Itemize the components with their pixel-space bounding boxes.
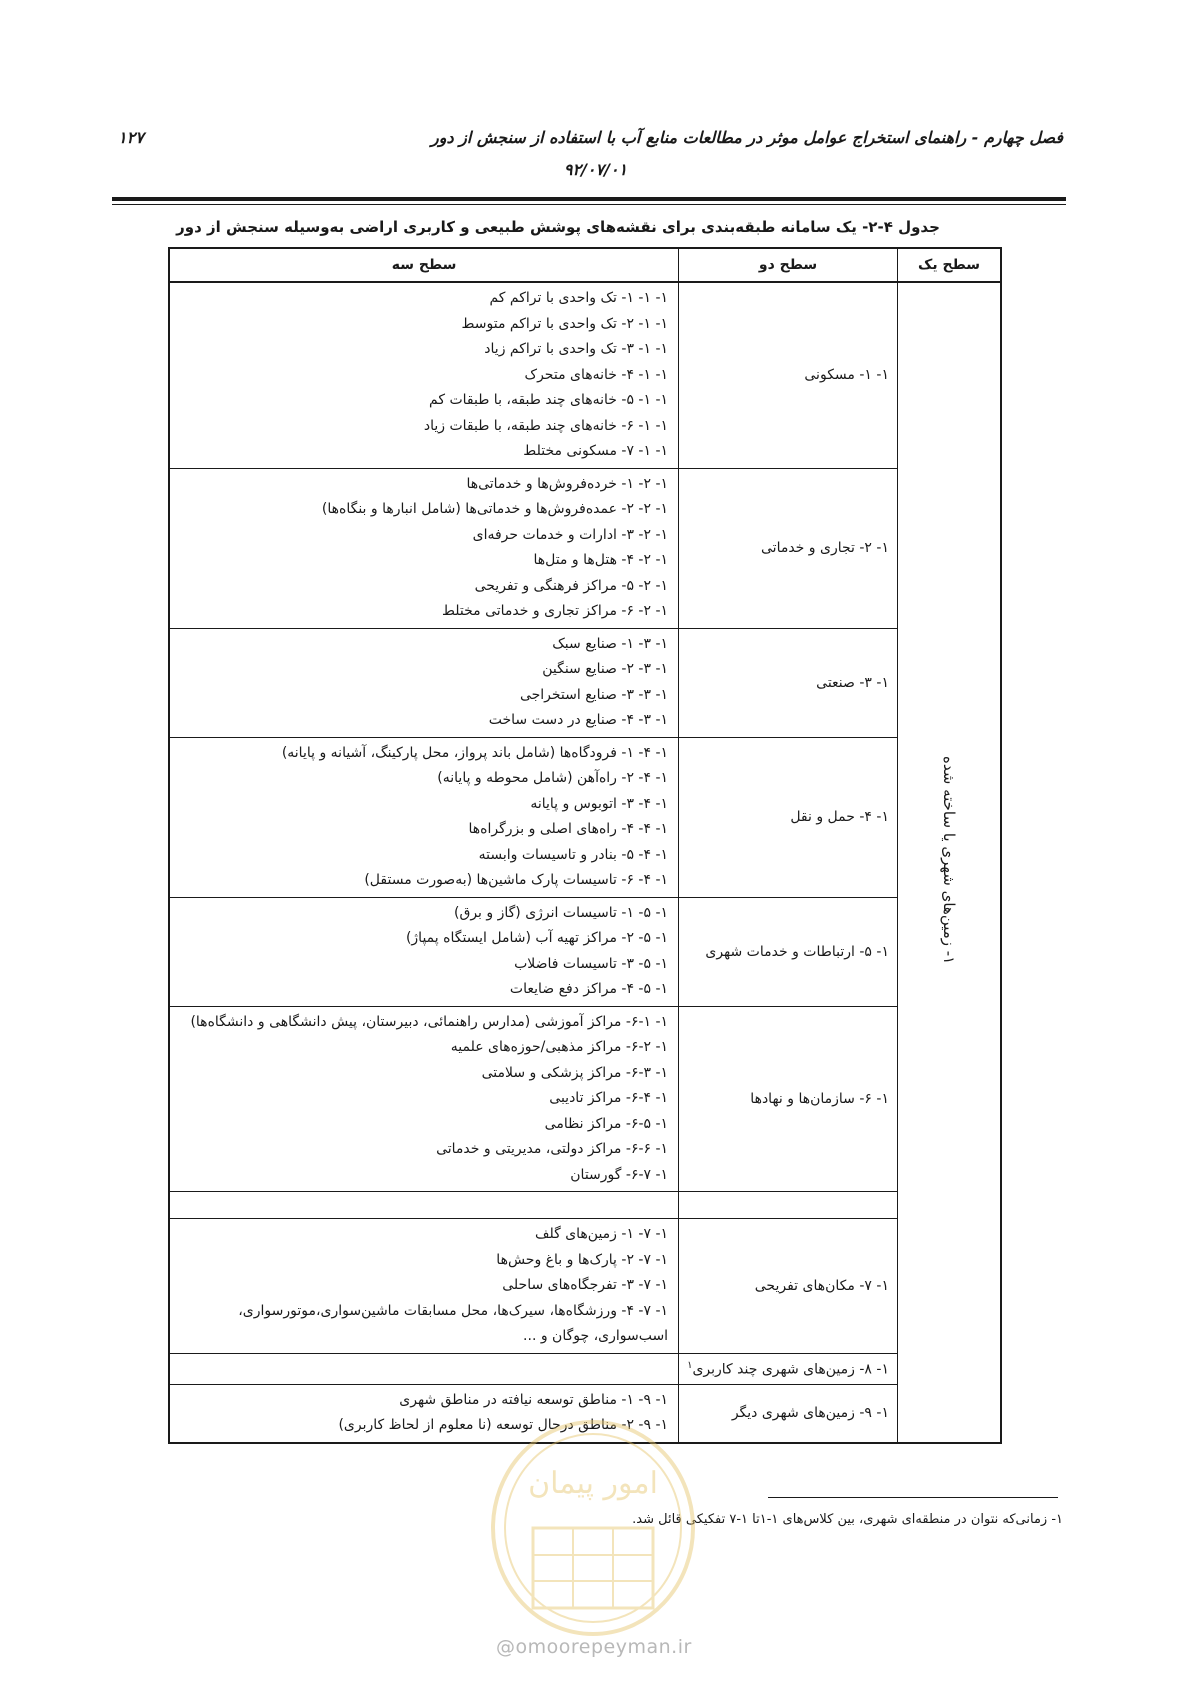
level2-cell: ۱- ۶- سازمان‌ها و نهادها xyxy=(679,1006,898,1192)
level2-label: ۱- ۸- زمین‌های شهری چند کاربری xyxy=(692,1361,889,1378)
level3-item: ۱- ۷- ۴- ورزشگاه‌ها، سیرک‌ها، محل مسابقات ماشین‌سواری،موتورسواری، اسب‌سواری، چوگان و ... xyxy=(238,1302,669,1344)
level3-item: ۱- ۱- ۱- تک واحدی با تراکم کم xyxy=(489,290,669,306)
level3-cell xyxy=(169,628,679,737)
level3-item: ۱- ۶-۳- مراکز پزشکی و سلامتی xyxy=(481,1064,669,1081)
header-level3: سطح سه xyxy=(169,248,679,282)
watermark-logo xyxy=(488,1418,698,1658)
level3-item: ۱- ۲- ۱- خرده‌فروش‌ها و خدماتی‌ها xyxy=(466,475,669,492)
level3-item: ۱- ۴- ۱- فرودگاه‌ها (شامل باند پرواز، محل پارکینگ، آشیانه و پایانه) xyxy=(281,744,669,761)
level3-item: ۱- ۶-۱- مراکز آموزشی (مدارس راهنمائی، دبیرستان، پیش دانشگاهی و دانشگاه‌ها) xyxy=(190,1013,669,1030)
watermark-emblem xyxy=(533,1528,653,1608)
level3-item: ۱- ۱- ۵- خانه‌های چند طبقه، با طبقات کم xyxy=(429,392,669,408)
level3-item: ۱- ۱- ۷- مسکونی مختلط xyxy=(523,443,669,459)
level3-cell xyxy=(169,468,679,628)
level3-cell xyxy=(169,1219,679,1354)
level2-cell: ۱- ۴- حمل و نقل xyxy=(679,737,898,897)
level3-item: ۱- ۴- ۵- بنادر و تاسیسات وابسته xyxy=(478,846,669,863)
level3-item: ۱- ۳- ۴- صنایع در دست ساخت xyxy=(488,712,669,728)
table-row xyxy=(169,1353,1001,1384)
level3-item: ۱- ۷- ۳- تفرجگاه‌های ساحلی xyxy=(502,1277,669,1293)
level3-item: ۱- ۹- ۲- مناطق درحال توسعه (نا معلوم از لحاظ کاربری) xyxy=(338,1417,669,1433)
running-header-title: فصل چهارم - راهنمای استخراج عوامل موثر در مطالعات منابع آب با استفاده از سنجش از دور xyxy=(430,128,1063,147)
level3-item: ۱- ۵- ۲- مراکز تهیه آب (شامل ایستگاه پمپاژ) xyxy=(405,930,669,946)
level3-cell xyxy=(169,737,679,897)
table-row xyxy=(169,628,1001,737)
level3-item: ۱- ۵- ۳- تاسیسات فاضلاب xyxy=(514,955,669,972)
footnote-separator xyxy=(768,1497,1058,1498)
level2-cell: ۱- ۲- تجاری و خدماتی xyxy=(679,468,898,628)
land-use-classification-table xyxy=(168,247,1002,1444)
watermark-logo-text: امور پیمان xyxy=(528,1466,658,1501)
level2-cell xyxy=(679,1353,898,1384)
level3-item: ۱- ۶-۷- گورستان xyxy=(570,1166,669,1183)
table-row-empty xyxy=(169,1192,1001,1219)
level3-item: ۱- ۴- ۲- راه‌آهن (شامل محوطه و پایانه) xyxy=(437,770,669,786)
level3-item: ۱- ۴- ۳- اتوبوس و پایانه xyxy=(530,795,669,812)
level3-cell xyxy=(169,1006,679,1192)
level3-cell-empty xyxy=(169,1353,679,1384)
level3-item: ۱- ۴- ۶- تاسیسات پارک ماشین‌ها (به‌صورت مستقل) xyxy=(364,872,669,888)
table-row xyxy=(169,1006,1001,1192)
level3-item: ۱- ۷- ۱- زمین‌های گلف xyxy=(534,1226,669,1242)
level3-item: ۱- ۱- ۶- خانه‌های چند طبقه، با طبقات زیاد xyxy=(423,417,669,434)
footnote: ۱- زمانی‌که نتوان در منطقه‌ای شهری، بین کلاس‌های ۱-۱تا ۱-۷ تفکیکی قائل شد. xyxy=(632,1512,1063,1527)
table-row xyxy=(169,737,1001,897)
level3-item: ۱- ۶-۲- مراکز مذهبی/حوزه‌های علمیه xyxy=(450,1039,669,1055)
level1-label: ۱- زمین‌های شهری یا ساخته شده xyxy=(940,756,958,965)
table-row xyxy=(169,468,1001,628)
page-number: ۱۲۷ xyxy=(118,128,144,147)
table-header-row xyxy=(169,248,1001,282)
empty-cell xyxy=(169,1192,679,1219)
level3-item: ۱- ۶-۴- مراکز تادیبی xyxy=(549,1090,669,1106)
level3-item: ۱- ۹- ۱- مناطق توسعه نیافته در مناطق شهری xyxy=(399,1391,669,1408)
level2-cell: ۱- ۱- مسکونی xyxy=(679,282,898,468)
level3-item: ۱- ۳- ۲- صنایع سنگین xyxy=(542,661,669,677)
table-caption: جدول ۴-۲- یک سامانه طبقه‌بندی برای نقشه‌های پوشش طبیعی و کاربری اراضی به‌وسیله سنجش از دور xyxy=(176,218,940,236)
header-rule-thick xyxy=(112,197,1066,201)
level3-item: ۱- ۴- ۴- راه‌های اصلی و بزرگراه‌ها xyxy=(468,821,669,837)
level2-cell: ۱- ۷- مکان‌های تفریحی xyxy=(679,1219,898,1354)
level2-cell: ۱- ۹- زمین‌های شهری دیگر xyxy=(679,1384,898,1443)
footnote-mark: ۱ xyxy=(687,1359,693,1371)
running-header-date: ۹۲/۰۷/۰۱ xyxy=(563,160,628,179)
level1-cell xyxy=(898,282,1002,1443)
header-level1: سطح یک xyxy=(898,248,1002,282)
level3-item: ۱- ۶-۶- مراکز دولتی، مدیریتی و خدماتی xyxy=(436,1141,669,1157)
level3-item: ۱- ۵- ۴- مراکز دفع ضایعات xyxy=(509,981,669,997)
level3-item: ۱- ۳- ۱- صنایع سبک xyxy=(552,635,669,652)
level3-item: ۱- ۷- ۲- پارک‌ها و باغ وحش‌ها xyxy=(496,1251,669,1268)
level3-item: ۱- ۱- ۴- خانه‌های متحرک xyxy=(524,366,669,383)
watermark-text: @omoorepeyman.ir xyxy=(496,1636,692,1658)
level3-item: ۱- ۲- ۳- ادارات و خدمات حرفه‌ای xyxy=(472,526,669,543)
table-row xyxy=(169,1219,1001,1354)
level3-item: ۱- ۲- ۲- عمده‌فروش‌ها و خدماتی‌ها (شامل انبارها و بنگاه‌ها) xyxy=(321,501,669,517)
level3-item: ۱- ۲- ۶- مراکز تجاری و خدماتی مختلط xyxy=(441,603,669,619)
level2-cell: ۱- ۳- صنعتی xyxy=(679,628,898,737)
level3-item: ۱- ۳- ۳- صنایع استخراجی xyxy=(519,686,669,703)
level3-item: ۱- ۱- ۳- تک واحدی با تراکم زیاد xyxy=(484,341,669,357)
table-row xyxy=(169,897,1001,1006)
header-rule-thin xyxy=(112,204,1066,205)
level3-item: ۱- ۶-۵- مراکز نظامی xyxy=(544,1115,669,1132)
level3-item: ۱- ۲- ۴- هتل‌ها و متل‌ها xyxy=(533,552,669,568)
header-level2: سطح دو xyxy=(679,248,898,282)
level3-item: ۱- ۱- ۲- تک واحدی با تراکم متوسط xyxy=(461,315,669,332)
empty-cell xyxy=(679,1192,898,1219)
level3-cell xyxy=(169,282,679,468)
level3-item: ۱- ۲- ۵- مراکز فرهنگی و تفریحی xyxy=(474,577,669,594)
table-row xyxy=(169,282,1001,468)
level2-cell: ۱- ۵- ارتباطات و خدمات شهری xyxy=(679,897,898,1006)
level3-item: ۱- ۵- ۱- تاسیسات انرژی (گاز و برق) xyxy=(454,904,669,921)
level3-cell xyxy=(169,897,679,1006)
